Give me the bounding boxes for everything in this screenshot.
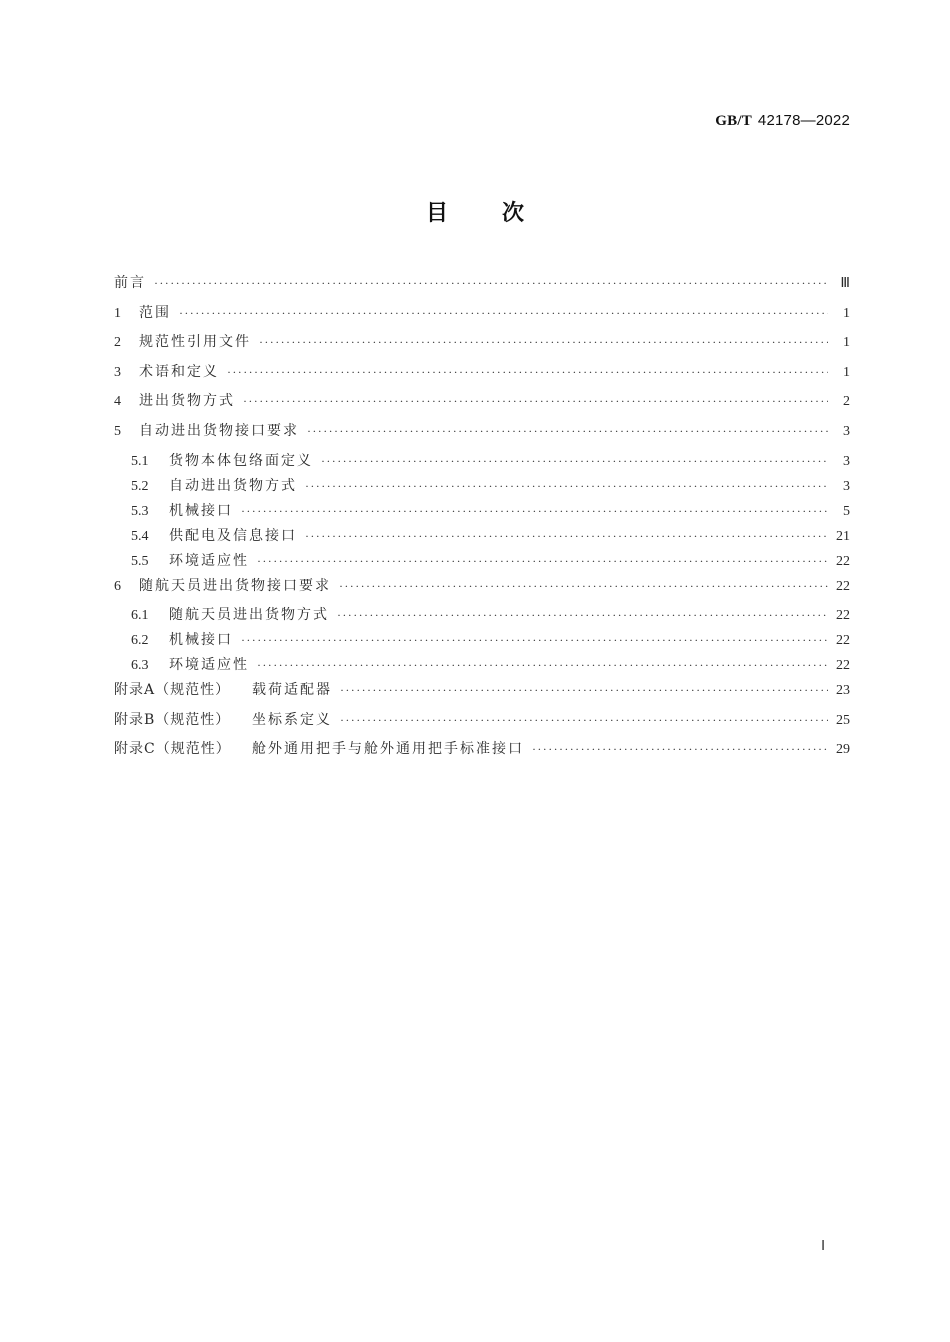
toc-leader-dots [340,683,828,698]
toc-entry-page: 29 [836,742,850,758]
toc-entry-number: 1 [114,305,121,321]
toc-entry[interactable] [114,604,850,629]
toc-leader-dots [243,394,828,409]
toc-entry-number: 6.3 [131,658,149,674]
toc-leader-dots [257,554,828,569]
toc-entry-page: 22 [836,553,850,569]
toc-entry[interactable] [114,302,850,332]
toc-entry-page: 22 [836,578,850,594]
toc-entry-page: 22 [836,608,850,624]
toc-entry-label: 规范性引用文件 [139,334,251,351]
toc-entry-label: 环境适应性 [169,657,249,674]
toc-leader-dots [340,713,828,728]
toc-entry[interactable] [114,272,850,302]
toc-leader-dots [227,365,828,380]
toc-entry-number: 5.2 [131,478,149,494]
toc-entry-page: 21 [836,528,850,544]
toc-entry-label: 坐标系定义 [252,711,332,728]
toc-leader-dots [305,529,828,544]
toc-leader-dots [154,276,828,291]
toc-entry-label: 范围 [139,304,171,321]
toc-entry-label: 自动进出货物接口要求 [139,422,299,439]
toc-entry-label: 机械接口 [169,502,233,519]
toc-entry-number: 4 [114,394,121,410]
toc-entry-number: 2 [114,335,121,351]
toc-entry-number: 5.4 [131,528,149,544]
toc-entry-number: 附录A（规范性） [114,682,231,699]
page-number: Ⅰ [821,1239,826,1254]
toc-entry-page: 22 [836,633,850,649]
toc-leader-dots [305,479,828,494]
toc-entry-page: 1 [843,305,850,321]
page-title: 目次 [425,201,578,226]
toc-entry-page: 23 [836,683,850,699]
toc-entry-page: 25 [836,712,850,728]
toc-leader-dots [337,608,828,623]
toc-entry-page: 3 [843,423,850,439]
toc-entry[interactable] [114,420,850,450]
toc-entry-label: 机械接口 [169,632,233,649]
toc-entry-page: 3 [843,478,850,494]
toc-entry-label: 随航天员进出货物方式 [169,607,329,624]
toc-entry[interactable] [114,679,850,709]
toc-entry-label: 术语和定义 [139,363,219,380]
toc-entry-label: 供配电及信息接口 [169,527,297,544]
toc-entry[interactable] [114,629,850,654]
toc-leader-dots [532,742,828,757]
toc-entry-page: Ⅲ [840,276,850,291]
toc-entry-number: 附录B（规范性） [114,711,231,728]
toc-entry[interactable] [114,525,850,550]
toc-entry-page: 5 [843,503,850,519]
toc-entry-number: 3 [114,364,121,380]
toc-leader-dots [259,335,828,350]
toc-entry-number: 附录C（规范性） [114,741,231,758]
toc-entry-label: 舱外通用把手与舱外通用把手标准接口 [252,741,524,758]
table-of-contents [114,272,850,768]
standard-prefix: GB/T [715,113,752,129]
toc-entry-page: 1 [843,335,850,351]
toc-entry-page: 1 [843,364,850,380]
toc-leader-dots [339,579,828,594]
toc-entry[interactable] [114,390,850,420]
toc-entry-number: 5.5 [131,553,149,569]
toc-leader-dots [321,454,828,469]
toc-entry[interactable] [114,738,850,768]
toc-entry-number: 6.2 [131,633,149,649]
toc-entry[interactable] [114,331,850,361]
toc-entry-label: 进出货物方式 [139,393,235,410]
standard-number [715,112,850,130]
toc-entry-page: 2 [843,394,850,410]
toc-entry-label: 自动进出货物方式 [169,477,297,494]
toc-entry-number: 6 [114,578,121,594]
toc-leader-dots [257,658,828,673]
toc-entry-number: 5.3 [131,503,149,519]
toc-entry-label: 前言 [114,275,146,291]
toc-entry-label: 环境适应性 [169,552,249,569]
toc-entry[interactable] [114,575,850,605]
toc-leader-dots [179,306,828,321]
toc-entry-number: 5.1 [131,453,149,469]
standard-code: 42178—2022 [757,112,850,129]
toc-leader-dots [241,633,828,648]
toc-entry[interactable] [114,709,850,739]
toc-entry[interactable] [114,361,850,391]
toc-entry-page: 3 [843,453,850,469]
toc-entry-label: 货物本体包络面定义 [169,452,313,469]
toc-entry[interactable] [114,550,850,575]
toc-entry-number: 6.1 [131,608,149,624]
toc-leader-dots [307,424,828,439]
toc-entry[interactable] [114,500,850,525]
toc-entry-page: 22 [836,658,850,674]
toc-entry[interactable] [114,450,850,475]
toc-entry-label: 载荷适配器 [252,682,332,699]
toc-leader-dots [241,504,828,519]
toc-entry-number: 5 [114,423,121,439]
toc-entry-label: 随航天员进出货物接口要求 [139,577,331,594]
toc-entry[interactable] [114,654,850,679]
toc-entry[interactable] [114,475,850,500]
